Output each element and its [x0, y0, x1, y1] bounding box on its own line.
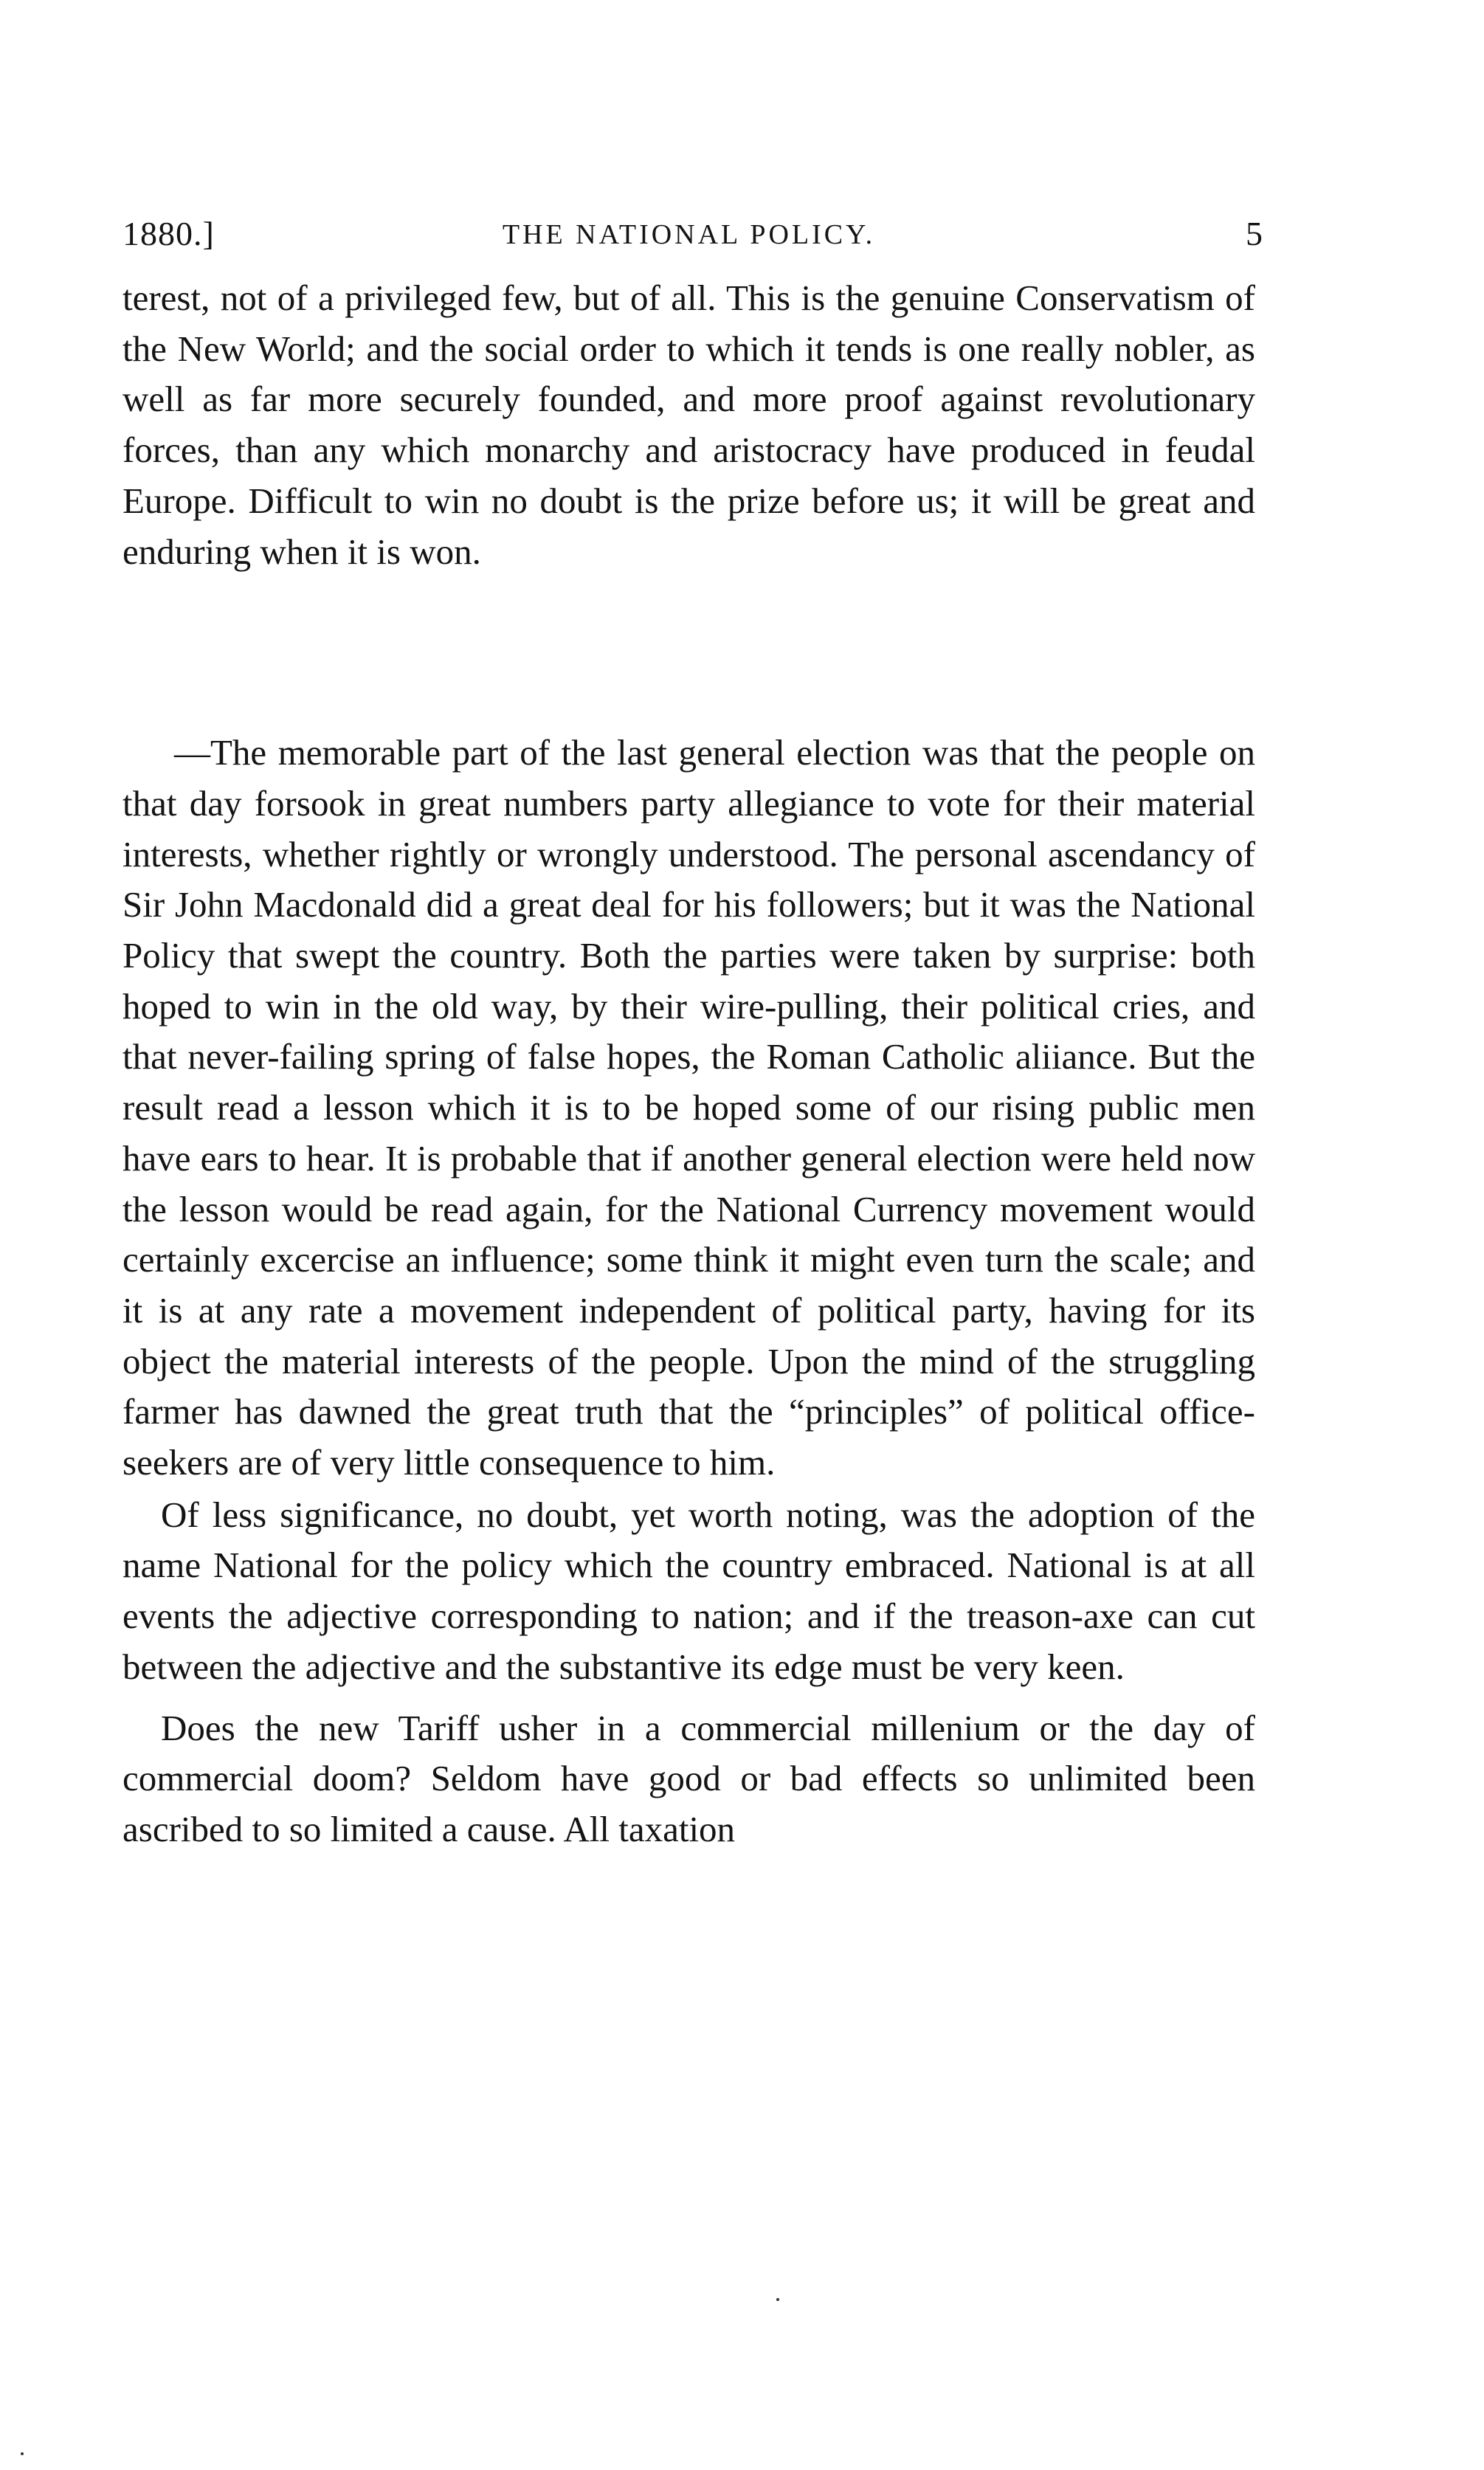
paragraph-continued: terest, not of a privileged few, but of all. This is the genuine Conservatism of the New World; and the social order to which it tends is one really nobler, as well as far more securely founded, and more proof against revolutionary forces, than any which monarchy and aristocracy have produced in feudal Europe. Difficult to win no doubt is the prize before us; it will be great and enduring when it is won. — [122, 277, 1255, 572]
running-head — [122, 214, 1263, 273]
paragraph-tariff: Does the new Tariff usher in a commercial millenium or the day of commercial doom? Seldom have good or bad effects so unlimited been ascribed to so limited a cause. All taxation — [122, 1707, 1255, 1849]
running-head-year: 1880.] — [122, 215, 215, 252]
paragraph-election: —The memorable part of the last general election was that the people on that day forsook in great numbers party allegiance to vote for their material interests, whether rightly or wrongly understood. The personal ascendancy of Sir John Macdonald did a great deal for his followers; but it was the National Policy that swept the country. Both the parties were taken by surprise: both hoped to win in the old way, by their wire-pulling, their political cries, and that never-failing spring of false hopes, the Roman Catholic aliiance. But the result read a lesson which it is to be hoped some of our rising public men have ears to hear. It is probable that if another general election were held now the lesson would be read again, for the National Currency movement would certainly excercise an influence; some think it might even turn the scale; and it is at any rate a movement independent of political party, having for its object the material interests of the people. Upon the mind of the struggling farmer has dawned the great truth that the “principles” of political office-seekers are of very little consequence to him. — [122, 732, 1255, 1483]
scan-speck — [776, 2298, 779, 2301]
body-text — [122, 273, 1255, 1855]
running-head-title: THE NATIONAL POLICY. — [502, 219, 876, 250]
paragraph-name-national: Of less significance, no doubt, yet worth noting, was the adoption of the name National for the policy which the country embraced. National is at all events the adjective corresponding to nation; and if the treason-axe can cut between the adjective and the substantive its edge must be very keen. — [122, 1494, 1255, 1687]
page-number: 5 — [1246, 215, 1263, 252]
book-page — [122, 214, 1263, 1855]
scan-speck — [21, 2452, 24, 2455]
